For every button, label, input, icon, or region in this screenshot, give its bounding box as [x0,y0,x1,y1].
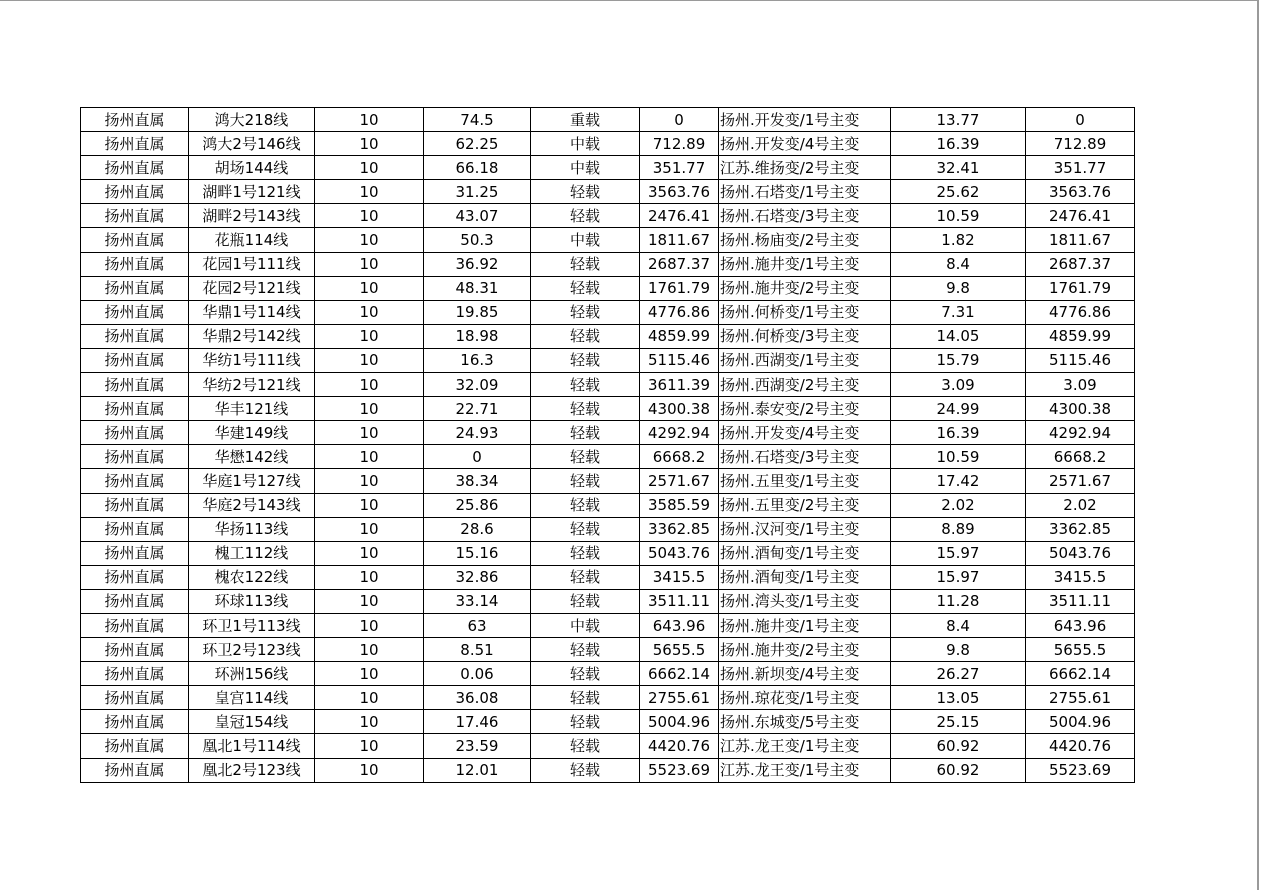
transformer-load-cell: 8.4 [891,613,1026,637]
load-status-cell: 轻载 [531,589,640,613]
table-row [81,228,1135,252]
load-rate-cell: 19.85 [424,300,531,324]
org-cell: 扬州直属 [81,300,189,324]
transfer-capacity-cell: 643.96 [1026,613,1135,637]
org-cell: 扬州直属 [81,613,189,637]
table-row [81,156,1135,180]
transformer-load-cell: 10.59 [891,204,1026,228]
voltage-cell: 10 [315,132,424,156]
transformer-cell: 扬州.琼花变/1号主变 [719,686,891,710]
org-cell: 扬州直属 [81,108,189,132]
transfer-capacity-cell: 351.77 [1026,156,1135,180]
transformer-cell: 江苏.龙王变/1号主变 [719,734,891,758]
transformer-cell: 扬州.施井变/1号主变 [719,252,891,276]
table-row [81,589,1135,613]
available-capacity-cell: 0 [640,108,719,132]
available-capacity-cell: 351.77 [640,156,719,180]
voltage-cell: 10 [315,662,424,686]
load-rate-cell: 18.98 [424,324,531,348]
load-status-cell: 轻载 [531,517,640,541]
line-name-cell: 凰北1号114线 [189,734,315,758]
transformer-load-cell: 2.02 [891,493,1026,517]
line-name-cell: 鸿大2号146线 [189,132,315,156]
transformer-cell: 扬州.五里变/2号主变 [719,493,891,517]
load-status-cell: 轻载 [531,469,640,493]
transfer-capacity-cell: 6668.2 [1026,445,1135,469]
table-row [81,108,1135,132]
transfer-capacity-cell: 6662.14 [1026,662,1135,686]
available-capacity-cell: 5115.46 [640,348,719,372]
load-rate-cell: 23.59 [424,734,531,758]
voltage-cell: 10 [315,469,424,493]
load-rate-cell: 33.14 [424,589,531,613]
transformer-load-cell: 15.97 [891,565,1026,589]
available-capacity-cell: 643.96 [640,613,719,637]
transformer-load-cell: 13.05 [891,686,1026,710]
transformer-cell: 扬州.东城变/5号主变 [719,710,891,734]
load-status-cell: 轻载 [531,348,640,372]
table-row [81,541,1135,565]
transformer-cell: 扬州.石塔变/1号主变 [719,180,891,204]
transformer-cell: 扬州.石塔变/3号主变 [719,445,891,469]
voltage-cell: 10 [315,445,424,469]
transformer-cell: 扬州.开发变/4号主变 [719,132,891,156]
line-name-cell: 环洲156线 [189,662,315,686]
transformer-cell: 扬州.开发变/1号主变 [719,108,891,132]
transformer-load-cell: 13.77 [891,108,1026,132]
transfer-capacity-cell: 0 [1026,108,1135,132]
table-row [81,469,1135,493]
line-name-cell: 凰北2号123线 [189,758,315,782]
load-rate-cell: 22.71 [424,397,531,421]
voltage-cell: 10 [315,517,424,541]
voltage-cell: 10 [315,373,424,397]
load-status-cell: 轻载 [531,204,640,228]
transformer-load-cell: 25.15 [891,710,1026,734]
voltage-cell: 10 [315,493,424,517]
transfer-capacity-cell: 3511.11 [1026,589,1135,613]
org-cell: 扬州直属 [81,565,189,589]
line-name-cell: 槐农122线 [189,565,315,589]
load-rate-cell: 32.09 [424,373,531,397]
load-status-cell: 轻载 [531,180,640,204]
available-capacity-cell: 3362.85 [640,517,719,541]
transfer-capacity-cell: 2476.41 [1026,204,1135,228]
voltage-cell: 10 [315,228,424,252]
load-rate-cell: 24.93 [424,421,531,445]
org-cell: 扬州直属 [81,228,189,252]
load-rate-cell: 0.06 [424,662,531,686]
org-cell: 扬州直属 [81,204,189,228]
load-status-cell: 轻载 [531,541,640,565]
load-status-cell: 轻载 [531,565,640,589]
load-status-cell: 轻载 [531,734,640,758]
transformer-load-cell: 24.99 [891,397,1026,421]
voltage-cell: 10 [315,686,424,710]
table-row [81,180,1135,204]
org-cell: 扬州直属 [81,758,189,782]
table-row [81,373,1135,397]
available-capacity-cell: 4420.76 [640,734,719,758]
line-name-cell: 华懋142线 [189,445,315,469]
transformer-load-cell: 25.62 [891,180,1026,204]
feeder-load-table [80,107,1135,783]
line-name-cell: 皇宫114线 [189,686,315,710]
transfer-capacity-cell: 3563.76 [1026,180,1135,204]
line-name-cell: 鸿大218线 [189,108,315,132]
table-row [81,734,1135,758]
load-rate-cell: 66.18 [424,156,531,180]
transfer-capacity-cell: 3362.85 [1026,517,1135,541]
load-rate-cell: 12.01 [424,758,531,782]
transformer-load-cell: 32.41 [891,156,1026,180]
transformer-load-cell: 26.27 [891,662,1026,686]
transfer-capacity-cell: 2.02 [1026,493,1135,517]
line-name-cell: 皇冠154线 [189,710,315,734]
table-row [81,638,1135,662]
available-capacity-cell: 5043.76 [640,541,719,565]
available-capacity-cell: 3585.59 [640,493,719,517]
load-status-cell: 轻载 [531,638,640,662]
available-capacity-cell: 4292.94 [640,421,719,445]
transfer-capacity-cell: 1761.79 [1026,276,1135,300]
org-cell: 扬州直属 [81,662,189,686]
load-status-cell: 重载 [531,108,640,132]
table-row [81,565,1135,589]
load-status-cell: 中载 [531,132,640,156]
table-row [81,204,1135,228]
available-capacity-cell: 6662.14 [640,662,719,686]
load-rate-cell: 38.34 [424,469,531,493]
transformer-load-cell: 15.79 [891,348,1026,372]
line-name-cell: 花园1号111线 [189,252,315,276]
load-rate-cell: 16.3 [424,348,531,372]
load-status-cell: 中载 [531,613,640,637]
load-rate-cell: 36.08 [424,686,531,710]
voltage-cell: 10 [315,758,424,782]
line-name-cell: 华纺1号111线 [189,348,315,372]
transformer-cell: 江苏.维扬变/2号主变 [719,156,891,180]
transformer-cell: 扬州.汉河变/1号主变 [719,517,891,541]
table-body [81,108,1135,783]
line-name-cell: 华扬113线 [189,517,315,541]
transfer-capacity-cell: 4859.99 [1026,324,1135,348]
voltage-cell: 10 [315,710,424,734]
line-name-cell: 华鼎2号142线 [189,324,315,348]
load-rate-cell: 43.07 [424,204,531,228]
load-status-cell: 轻载 [531,686,640,710]
table-row [81,493,1135,517]
load-rate-cell: 48.31 [424,276,531,300]
line-name-cell: 华庭2号143线 [189,493,315,517]
transformer-cell: 扬州.酒甸变/1号主变 [719,541,891,565]
load-rate-cell: 36.92 [424,252,531,276]
load-status-cell: 中载 [531,228,640,252]
available-capacity-cell: 3611.39 [640,373,719,397]
load-rate-cell: 25.86 [424,493,531,517]
voltage-cell: 10 [315,613,424,637]
transformer-cell: 扬州.新坝变/4号主变 [719,662,891,686]
transfer-capacity-cell: 5115.46 [1026,348,1135,372]
available-capacity-cell: 1761.79 [640,276,719,300]
available-capacity-cell: 2687.37 [640,252,719,276]
table-row [81,517,1135,541]
transformer-load-cell: 7.31 [891,300,1026,324]
transformer-cell: 扬州.何桥变/1号主变 [719,300,891,324]
load-rate-cell: 0 [424,445,531,469]
available-capacity-cell: 712.89 [640,132,719,156]
available-capacity-cell: 1811.67 [640,228,719,252]
voltage-cell: 10 [315,276,424,300]
load-status-cell: 轻载 [531,710,640,734]
available-capacity-cell: 3415.5 [640,565,719,589]
load-rate-cell: 31.25 [424,180,531,204]
org-cell: 扬州直属 [81,589,189,613]
transformer-load-cell: 8.4 [891,252,1026,276]
voltage-cell: 10 [315,397,424,421]
voltage-cell: 10 [315,252,424,276]
transformer-cell: 扬州.施井变/2号主变 [719,638,891,662]
load-status-cell: 轻载 [531,445,640,469]
org-cell: 扬州直属 [81,397,189,421]
transformer-load-cell: 17.42 [891,469,1026,493]
table-row [81,324,1135,348]
transformer-cell: 扬州.施井变/1号主变 [719,613,891,637]
transformer-cell: 扬州.石塔变/3号主变 [719,204,891,228]
table-row [81,421,1135,445]
transformer-cell: 扬州.酒甸变/1号主变 [719,565,891,589]
load-rate-cell: 50.3 [424,228,531,252]
line-name-cell: 华庭1号127线 [189,469,315,493]
line-name-cell: 湖畔1号121线 [189,180,315,204]
transfer-capacity-cell: 2687.37 [1026,252,1135,276]
org-cell: 扬州直属 [81,252,189,276]
transformer-load-cell: 3.09 [891,373,1026,397]
table-row [81,758,1135,782]
voltage-cell: 10 [315,156,424,180]
transformer-load-cell: 60.92 [891,758,1026,782]
table-row [81,300,1135,324]
transfer-capacity-cell: 5004.96 [1026,710,1135,734]
table-row [81,132,1135,156]
transformer-load-cell: 14.05 [891,324,1026,348]
transformer-cell: 扬州.施井变/2号主变 [719,276,891,300]
transfer-capacity-cell: 2571.67 [1026,469,1135,493]
load-rate-cell: 62.25 [424,132,531,156]
load-rate-cell: 63 [424,613,531,637]
transformer-cell: 扬州.湾头变/1号主变 [719,589,891,613]
transfer-capacity-cell: 5043.76 [1026,541,1135,565]
load-status-cell: 轻载 [531,373,640,397]
load-status-cell: 轻载 [531,397,640,421]
voltage-cell: 10 [315,180,424,204]
transfer-capacity-cell: 4776.86 [1026,300,1135,324]
voltage-cell: 10 [315,324,424,348]
transformer-load-cell: 16.39 [891,132,1026,156]
load-status-cell: 轻载 [531,300,640,324]
line-name-cell: 环卫2号123线 [189,638,315,662]
table-row [81,613,1135,637]
available-capacity-cell: 5655.5 [640,638,719,662]
transformer-cell: 扬州.西湖变/2号主变 [719,373,891,397]
load-status-cell: 轻载 [531,662,640,686]
available-capacity-cell: 2476.41 [640,204,719,228]
transformer-load-cell: 1.82 [891,228,1026,252]
org-cell: 扬州直属 [81,348,189,372]
line-name-cell: 环卫1号113线 [189,613,315,637]
transfer-capacity-cell: 5523.69 [1026,758,1135,782]
line-name-cell: 华建149线 [189,421,315,445]
org-cell: 扬州直属 [81,638,189,662]
transformer-load-cell: 10.59 [891,445,1026,469]
available-capacity-cell: 4859.99 [640,324,719,348]
load-status-cell: 轻载 [531,324,640,348]
transformer-load-cell: 9.8 [891,276,1026,300]
transfer-capacity-cell: 5655.5 [1026,638,1135,662]
available-capacity-cell: 3511.11 [640,589,719,613]
voltage-cell: 10 [315,421,424,445]
load-rate-cell: 8.51 [424,638,531,662]
line-name-cell: 湖畔2号143线 [189,204,315,228]
org-cell: 扬州直属 [81,541,189,565]
load-rate-cell: 28.6 [424,517,531,541]
transformer-cell: 扬州.泰安变/2号主变 [719,397,891,421]
transformer-cell: 扬州.开发变/4号主变 [719,421,891,445]
table-row [81,397,1135,421]
org-cell: 扬州直属 [81,276,189,300]
load-status-cell: 轻载 [531,758,640,782]
available-capacity-cell: 6668.2 [640,445,719,469]
org-cell: 扬州直属 [81,710,189,734]
org-cell: 扬州直属 [81,469,189,493]
load-rate-cell: 32.86 [424,565,531,589]
load-status-cell: 中载 [531,156,640,180]
load-rate-cell: 17.46 [424,710,531,734]
table-row [81,710,1135,734]
org-cell: 扬州直属 [81,445,189,469]
line-name-cell: 环球113线 [189,589,315,613]
available-capacity-cell: 5004.96 [640,710,719,734]
available-capacity-cell: 4776.86 [640,300,719,324]
org-cell: 扬州直属 [81,373,189,397]
voltage-cell: 10 [315,589,424,613]
voltage-cell: 10 [315,348,424,372]
org-cell: 扬州直属 [81,132,189,156]
transformer-cell: 扬州.西湖变/1号主变 [719,348,891,372]
load-status-cell: 轻载 [531,276,640,300]
transfer-capacity-cell: 3.09 [1026,373,1135,397]
voltage-cell: 10 [315,734,424,758]
transfer-capacity-cell: 4300.38 [1026,397,1135,421]
transformer-cell: 江苏.龙王变/1号主变 [719,758,891,782]
transfer-capacity-cell: 4420.76 [1026,734,1135,758]
transformer-cell: 扬州.杨庙变/2号主变 [719,228,891,252]
transfer-capacity-cell: 3415.5 [1026,565,1135,589]
transformer-load-cell: 16.39 [891,421,1026,445]
voltage-cell: 10 [315,565,424,589]
org-cell: 扬州直属 [81,324,189,348]
available-capacity-cell: 4300.38 [640,397,719,421]
transfer-capacity-cell: 2755.61 [1026,686,1135,710]
transformer-load-cell: 15.97 [891,541,1026,565]
available-capacity-cell: 5523.69 [640,758,719,782]
table-row [81,686,1135,710]
org-cell: 扬州直属 [81,517,189,541]
load-rate-cell: 15.16 [424,541,531,565]
voltage-cell: 10 [315,300,424,324]
table-row [81,445,1135,469]
transfer-capacity-cell: 712.89 [1026,132,1135,156]
org-cell: 扬州直属 [81,493,189,517]
line-name-cell: 槐工112线 [189,541,315,565]
table-row [81,276,1135,300]
load-rate-cell: 74.5 [424,108,531,132]
transfer-capacity-cell: 4292.94 [1026,421,1135,445]
line-name-cell: 花园2号121线 [189,276,315,300]
transfer-capacity-cell: 1811.67 [1026,228,1135,252]
available-capacity-cell: 2571.67 [640,469,719,493]
line-name-cell: 华丰121线 [189,397,315,421]
line-name-cell: 花瓶114线 [189,228,315,252]
load-status-cell: 轻载 [531,493,640,517]
table-row [81,662,1135,686]
table-row [81,252,1135,276]
transformer-cell: 扬州.何桥变/3号主变 [719,324,891,348]
org-cell: 扬州直属 [81,734,189,758]
table-row [81,348,1135,372]
line-name-cell: 华鼎1号114线 [189,300,315,324]
voltage-cell: 10 [315,541,424,565]
transformer-load-cell: 60.92 [891,734,1026,758]
org-cell: 扬州直属 [81,421,189,445]
transformer-load-cell: 8.89 [891,517,1026,541]
line-name-cell: 华纺2号121线 [189,373,315,397]
org-cell: 扬州直属 [81,156,189,180]
org-cell: 扬州直属 [81,686,189,710]
voltage-cell: 10 [315,204,424,228]
transformer-load-cell: 9.8 [891,638,1026,662]
available-capacity-cell: 2755.61 [640,686,719,710]
voltage-cell: 10 [315,108,424,132]
line-name-cell: 胡场144线 [189,156,315,180]
load-status-cell: 轻载 [531,252,640,276]
transformer-load-cell: 11.28 [891,589,1026,613]
available-capacity-cell: 3563.76 [640,180,719,204]
transformer-cell: 扬州.五里变/1号主变 [719,469,891,493]
voltage-cell: 10 [315,638,424,662]
load-status-cell: 轻载 [531,421,640,445]
org-cell: 扬州直属 [81,180,189,204]
